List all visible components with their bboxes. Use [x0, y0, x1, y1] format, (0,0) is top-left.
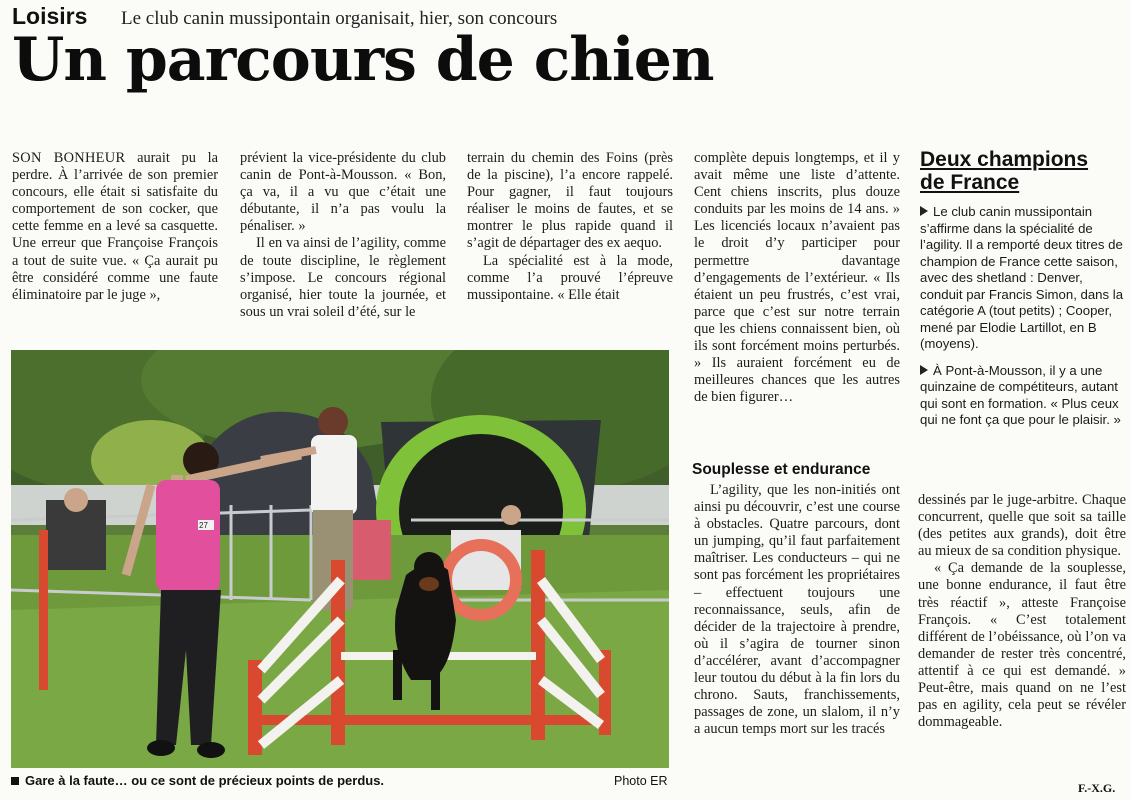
- sidebar-title-line: de France: [920, 171, 1020, 194]
- lead-in: SON BONHEUR: [12, 150, 126, 166]
- photo-caption: [11, 773, 384, 788]
- section-rubric: Loisirs: [12, 3, 88, 29]
- sidebar-title: [920, 148, 1127, 194]
- paragraph: « Ça demande de la souplesse, une bonne endurance, il faut être très réactif », atteste Françoise François. « C’est totalement différent de l’obéissance, où l’on va demander de rester très concentré, attentif à ce qui est demandé. » Peut-être, mais quand on ne l’est pas en agility, cela peut se révéler dommageable.: [918, 560, 1126, 731]
- paragraph: dessinés par le juge-arbitre. Chaque concurrent, quelle que soit sa taille (des petites aux grands), doit être au mieux de sa condition physique.: [918, 492, 1126, 560]
- text-column-2: [240, 150, 446, 321]
- sidebar-box: [914, 148, 1127, 429]
- bib-number: 27: [199, 521, 208, 530]
- paragraph: L’agility, que les non-initiés ont ainsi pu découvrir, c’est une course à obstacles. Quatre parcours, dont un jumping, qu’il faut parfaitement maîtriser. Les conducteurs – qui ne sont pas forcément les propriétaires – effectuent toujours une reconnaissance, seuls, afin de décider de la trajectoire à prendre, où il s’agira de tourner sinon d’accélérer, avant d’accompagner leur toutou du début à la fin lors du chrono. Sauts, franchissements, passages de zone, un slalom, il n’y a aucun temps mort sur les tracés: [694, 482, 900, 738]
- caption-text: Gare à la faute… ou ce sont de précieux points de perdus.: [25, 773, 385, 788]
- paragraph: complète depuis longtemps, et il y avait même une liste d’attente. Cent chiens inscrits, plus douze conduits par les moins de 14 ans. » Les licenciés locaux n’avaient pas le droit d’y participer pour permettre davantage d’engagements de l’extérieur. « Ils étaient un peu frustrés, c’est vrai, parce que c’est sur notre terrain que les chiens connaissent bien, où ils sont forcément moins perturbés. » Ils auraient forcément eu de meilleures chances que les autres de bien figurer…: [694, 150, 900, 406]
- text-column-1: [12, 150, 218, 304]
- author-signature: F.-X.G.: [1078, 781, 1116, 795]
- article-headline: Un parcours de chien: [12, 25, 714, 95]
- intertitle: Souplesse et endurance: [692, 461, 871, 478]
- square-bullet-icon: [11, 777, 19, 785]
- article-photo: [11, 350, 669, 768]
- paragraph: La spécialité est à la mode, comme l’a prouvé l’épreuve mussipontaine. « Elle était: [467, 252, 673, 303]
- sidebar-paragraph: [920, 363, 1127, 429]
- sidebar-text: Le club canin mussipontain s’affirme dans la spécialité de l’agility. Il a remporté deux titres de champion de France cette saison, avec des shetland : Denver, conduit par Francis Simon, dans la catégorie A (tout petits) ; Cooper, mené par Elodie Lartillot, en B (moyens).: [920, 204, 1124, 351]
- text-column-3: [467, 150, 673, 304]
- triangle-bullet-icon: [920, 206, 928, 216]
- triangle-bullet-icon: [920, 365, 928, 375]
- sidebar-title-line: Deux champions: [920, 148, 1089, 171]
- photo-credit: Photo ER: [614, 774, 668, 788]
- paragraph: Il en va ainsi de l’agility, comme de toute discipline, le règlement s’impose. Le concours régional organisé, hier toute la journée, et sous un vrai soleil d’été, sur le: [240, 235, 446, 320]
- sidebar-paragraph: [920, 204, 1127, 353]
- text-column-5: [918, 492, 1126, 731]
- article-subhead: Le club canin mussipontain organisait, hier, son concours: [121, 8, 558, 29]
- sidebar-text: À Pont-à-Mousson, il y a une quinzaine de compétiteurs, autant qui sont en formation. « Plus ceux qui ne font ça que pour le plaisir. »: [920, 362, 1121, 427]
- paragraph: [12, 150, 218, 304]
- text-column-4-continued: [694, 482, 900, 738]
- agility-scene-illustration: [11, 350, 669, 768]
- paragraph: terrain du chemin des Foins (près de la piscine), l’a encore rappelé. Pour gagner, il faut toujours réaliser le moins de fautes, et se montrer le plus rapide quand il s’agit de départager des ex aequo.: [467, 150, 673, 252]
- paragraph-text: aurait pu la perdre. À l’arrivée de son premier concours, elle était si satisfaite du comportement de son cocker, que cette femme en a levé sa casquette. Une erreur que Françoise François a tout de suite vue. « Ça aurait pu être considéré comme une faute éliminatoire par le juge »,: [12, 150, 219, 303]
- paragraph: prévient la vice-présidente du club canin de Pont-à-Mousson. « Bon, ça va, il a vu que c’était une débutante, il n’a pas voulu la pénaliser. »: [240, 150, 446, 235]
- text-column-4: [694, 150, 900, 406]
